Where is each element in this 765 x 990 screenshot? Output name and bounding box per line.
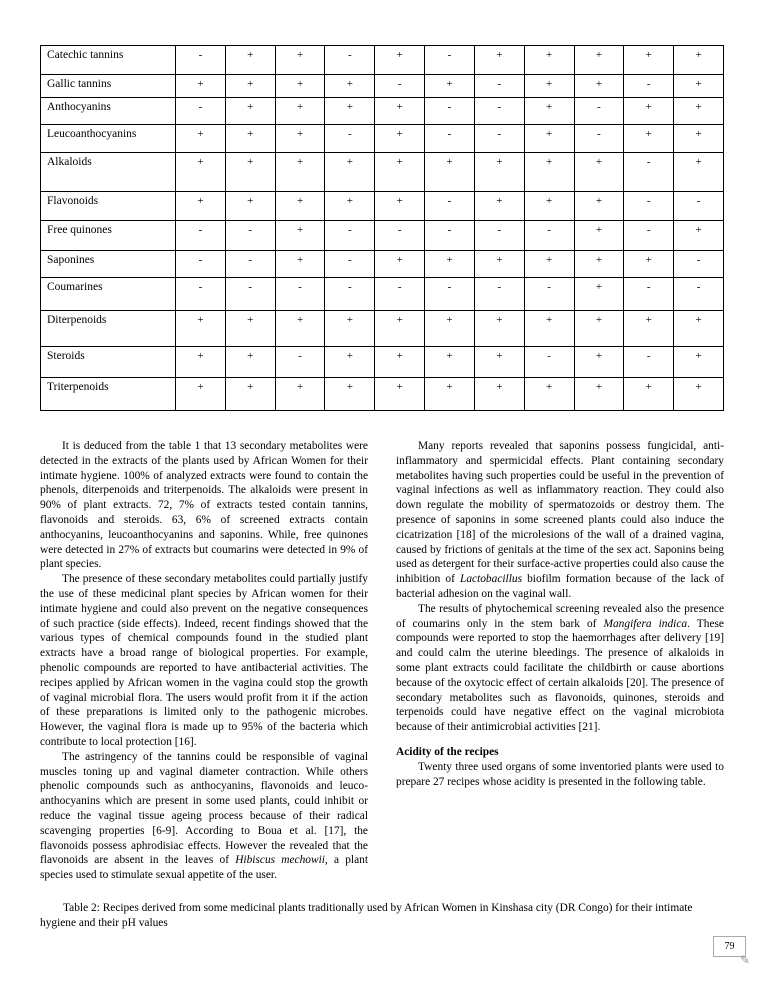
presence-cell: + <box>275 98 325 125</box>
presence-cell: + <box>325 153 375 192</box>
presence-cell: + <box>524 378 574 411</box>
paragraph: Many reports revealed that saponins possess fungicidal, anti-inflammatory and spermicidal effects. Plant containing secondary metabolites having such properties could be useful in the prevention of vaginal infections as well as inflammatory reaction. They could also down regulate the mobility of spermatozoids or destroy them. The presence of saponins in some screened plants could also induce the cicatrization [18] of the microlesions of the wall of a drained vagina, caused by frictions of genitals at the time of the sex act. Saponins being used as detergent for their surface-active properties could also cause the inhibition of Lactobacillus biofilm formation because of the lack of bacterial adhesion on the vaginal wall. <box>396 440 725 600</box>
presence-cell: + <box>674 311 724 347</box>
presence-cell: + <box>225 98 275 125</box>
metabolite-label: Leucoanthocyanins <box>41 125 176 153</box>
presence-cell: - <box>624 221 674 251</box>
table-row <box>41 251 724 278</box>
presence-cell: + <box>474 192 524 221</box>
presence-cell: + <box>325 75 375 98</box>
presence-cell: + <box>524 192 574 221</box>
presence-cell: + <box>375 251 425 278</box>
presence-cell: + <box>275 75 325 98</box>
presence-cell: - <box>425 46 475 75</box>
presence-cell: + <box>674 98 724 125</box>
presence-cell: - <box>624 278 674 311</box>
presence-cell: + <box>474 378 524 411</box>
metabolite-label: Steroids <box>41 347 176 378</box>
presence-cell: + <box>375 311 425 347</box>
page-number: 79 <box>724 941 735 952</box>
metabolite-label: Alkaloids <box>41 153 176 192</box>
presence-cell: + <box>275 153 325 192</box>
paragraph: The astringency of the tannins could be responsible of vaginal muscles toning up and vaginal diameter contraction. While others phenolic compounds such as anthocyanins, flavonoids and leuco-anthocyanins which are present in some used plants, could inhibit or reduce the vaginal tissue ageing process because of their radical scavenging properties [6-9]. According to Boua et al. [17], the flavonoids possess aphrodisiac effects. However the revealed that the flavonoids are absent in the leaves of Hibiscus mechowii, a plant species used to stimulate sexual appetite of the user. <box>40 750 369 882</box>
presence-cell: + <box>176 378 226 411</box>
presence-cell: - <box>275 278 325 311</box>
presence-cell: - <box>225 278 275 311</box>
presence-cell: + <box>674 153 724 192</box>
presence-cell: - <box>325 46 375 75</box>
presence-cell: + <box>574 192 624 221</box>
presence-cell: - <box>524 347 574 378</box>
presence-cell: + <box>225 311 275 347</box>
presence-cell: + <box>624 378 674 411</box>
presence-cell: + <box>425 311 475 347</box>
presence-cell: + <box>574 311 624 347</box>
presence-cell: + <box>375 347 425 378</box>
presence-cell: + <box>474 46 524 75</box>
table-row <box>41 378 724 411</box>
presence-cell: + <box>524 311 574 347</box>
left-column <box>40 439 368 883</box>
presence-cell: + <box>176 125 226 153</box>
presence-cell: - <box>624 153 674 192</box>
right-column <box>396 439 724 883</box>
presence-cell: + <box>674 46 724 75</box>
paragraph: It is deduced from the table 1 that 13 secondary metabolites were detected in the extracts of the plants used by African Women for their intimate hygiene. 100% of analyzed extracts were found to contain the phenols, diterpenoids and triterpenoids. The alkaloids were present in 90% of plant extracts. 72, 7% of extracts tested contain tannins, flavonoids and steroids. 63, 6% of screened extracts contain anthocyanins, leucoanthocyanins and saponins. While, free quinones were detected in 27% of extracts but coumarins were detected in 9% of plant species. <box>40 440 368 571</box>
paragraph: Twenty three used organs of some inventoried plants were used to prepare 27 recipes whose acidity is presented in the following table. <box>396 760 724 788</box>
presence-cell: + <box>524 75 574 98</box>
presence-cell: + <box>624 251 674 278</box>
presence-cell: + <box>325 378 375 411</box>
presence-cell: + <box>275 311 325 347</box>
presence-cell: + <box>574 46 624 75</box>
metabolite-label: Flavonoids <box>41 192 176 221</box>
presence-cell: + <box>624 98 674 125</box>
presence-cell: + <box>674 221 724 251</box>
metabolite-label: Gallic tannins <box>41 75 176 98</box>
metabolite-label: Diterpenoids <box>41 311 176 347</box>
table-row <box>41 46 724 75</box>
presence-cell: - <box>325 221 375 251</box>
presence-cell: - <box>176 278 226 311</box>
table-row <box>41 125 724 153</box>
presence-cell: + <box>176 311 226 347</box>
presence-cell: + <box>225 125 275 153</box>
presence-cell: + <box>524 251 574 278</box>
table-row <box>41 347 724 378</box>
presence-cell: + <box>176 347 226 378</box>
presence-cell: - <box>176 98 226 125</box>
presence-cell: + <box>574 347 624 378</box>
pencil-icon: ✎ <box>740 953 751 967</box>
presence-cell: + <box>375 46 425 75</box>
presence-cell: - <box>425 221 475 251</box>
phytochem-table-body <box>41 46 724 411</box>
presence-cell: + <box>524 125 574 153</box>
presence-cell: - <box>425 278 475 311</box>
presence-cell: + <box>275 46 325 75</box>
presence-cell: + <box>524 153 574 192</box>
table-row <box>41 98 724 125</box>
presence-cell: + <box>275 221 325 251</box>
presence-cell: - <box>275 347 325 378</box>
article-body <box>40 439 724 883</box>
presence-cell: + <box>574 221 624 251</box>
presence-cell: + <box>425 153 475 192</box>
presence-cell: - <box>474 125 524 153</box>
phytochemical-screening-table <box>40 45 724 411</box>
presence-cell: + <box>574 278 624 311</box>
presence-cell: + <box>375 378 425 411</box>
presence-cell: - <box>325 251 375 278</box>
presence-cell: + <box>225 153 275 192</box>
paragraph: The presence of these secondary metabolites could partially justify the use of these medicinal plant species by African women for their intimate hygiene and could also prevent on the negative consequences of such practice (side effects). Indeed, recent findings showed that the various types of chemical compounds found in the studied plant extracts have a broad range of biological properties. For example, phenolic compounds are reported to have antibacterial activities. The recipes applied by African women in the vagina could stop the growth of vaginal microbial flora. The users would profit from it if the action of these preparations is limited only to the pathogenic microbes. However, the vaginal flora is made up to 95% of the bacteria which contribute to local protection [16]. <box>40 573 368 748</box>
presence-cell: + <box>474 251 524 278</box>
presence-cell: + <box>325 98 375 125</box>
presence-cell: - <box>674 278 724 311</box>
presence-cell: + <box>176 75 226 98</box>
presence-cell: + <box>425 378 475 411</box>
presence-cell: + <box>574 75 624 98</box>
presence-cell: - <box>225 251 275 278</box>
presence-cell: + <box>524 46 574 75</box>
presence-cell: + <box>524 98 574 125</box>
table-row <box>41 278 724 311</box>
presence-cell: - <box>325 125 375 153</box>
presence-cell: + <box>225 378 275 411</box>
presence-cell: - <box>425 125 475 153</box>
presence-cell: + <box>474 347 524 378</box>
presence-cell: - <box>375 278 425 311</box>
presence-cell: + <box>275 378 325 411</box>
presence-cell: - <box>176 221 226 251</box>
presence-cell: - <box>624 347 674 378</box>
presence-cell: - <box>674 192 724 221</box>
presence-cell: - <box>425 98 475 125</box>
presence-cell: - <box>574 98 624 125</box>
table-row <box>41 153 724 192</box>
presence-cell: - <box>524 221 574 251</box>
presence-cell: + <box>375 125 425 153</box>
presence-cell: + <box>275 192 325 221</box>
presence-cell: + <box>425 347 475 378</box>
presence-cell: - <box>674 251 724 278</box>
presence-cell: + <box>674 378 724 411</box>
presence-cell: + <box>624 125 674 153</box>
presence-cell: - <box>325 278 375 311</box>
presence-cell: + <box>325 347 375 378</box>
table-row <box>41 311 724 347</box>
metabolite-label: Free quinones <box>41 221 176 251</box>
table-row <box>41 75 724 98</box>
presence-cell: + <box>225 192 275 221</box>
presence-cell: + <box>325 311 375 347</box>
presence-cell: - <box>524 278 574 311</box>
presence-cell: - <box>474 98 524 125</box>
presence-cell: + <box>674 75 724 98</box>
presence-cell: - <box>225 221 275 251</box>
metabolite-label: Saponines <box>41 251 176 278</box>
metabolite-label: Coumarines <box>41 278 176 311</box>
section-heading-acidity: Acidity of the recipes <box>396 745 499 758</box>
presence-cell: + <box>375 153 425 192</box>
presence-cell: + <box>425 251 475 278</box>
presence-cell: + <box>574 378 624 411</box>
presence-cell: + <box>375 192 425 221</box>
presence-cell: - <box>176 46 226 75</box>
presence-cell: + <box>674 125 724 153</box>
presence-cell: - <box>375 75 425 98</box>
presence-cell: + <box>574 153 624 192</box>
presence-cell: + <box>574 251 624 278</box>
metabolite-label: Catechic tannins <box>41 46 176 75</box>
presence-cell: + <box>275 251 325 278</box>
presence-cell: - <box>425 192 475 221</box>
presence-cell: - <box>176 251 226 278</box>
presence-cell: + <box>674 347 724 378</box>
presence-cell: - <box>474 221 524 251</box>
table2-caption: Table 2: Recipes derived from some medicinal plants traditionally used by African Women in Kinshasa city (DR Congo) for their intimate hygiene and their pH values <box>40 902 693 929</box>
presence-cell: + <box>474 311 524 347</box>
presence-cell: - <box>375 221 425 251</box>
presence-cell: - <box>624 75 674 98</box>
table-row <box>41 192 724 221</box>
presence-cell: + <box>325 192 375 221</box>
presence-cell: - <box>474 278 524 311</box>
presence-cell: + <box>225 347 275 378</box>
presence-cell: + <box>225 75 275 98</box>
presence-cell: + <box>275 125 325 153</box>
presence-cell: + <box>375 98 425 125</box>
presence-cell: + <box>425 75 475 98</box>
paragraph: The results of phytochemical screening revealed also the presence of coumarins only in the stem bark of Mangifera indica. These compounds were reported to stop the haemorrhages after delivery [19] and could calm the uterine bleedings. The presence of alkaloids in some plant extracts could facilitate the childbirth or cause abortions because of the oxytocic effect of certain alkaloids [20]. The presence of secondary metabolites such as flavonoids, quinones, steroids and terpenoids could have negative effect on the vaginal microbiota because of their antimicrobial activities [21]. <box>396 602 724 734</box>
presence-cell: + <box>176 153 226 192</box>
presence-cell: + <box>474 153 524 192</box>
presence-cell: - <box>474 75 524 98</box>
metabolite-label: Anthocyanins <box>41 98 176 125</box>
presence-cell: + <box>176 192 226 221</box>
metabolite-label: Triterpenoids <box>41 378 176 411</box>
presence-cell: + <box>624 311 674 347</box>
table-row <box>41 221 724 251</box>
presence-cell: + <box>624 46 674 75</box>
presence-cell: - <box>624 192 674 221</box>
presence-cell: - <box>574 125 624 153</box>
presence-cell: + <box>225 46 275 75</box>
